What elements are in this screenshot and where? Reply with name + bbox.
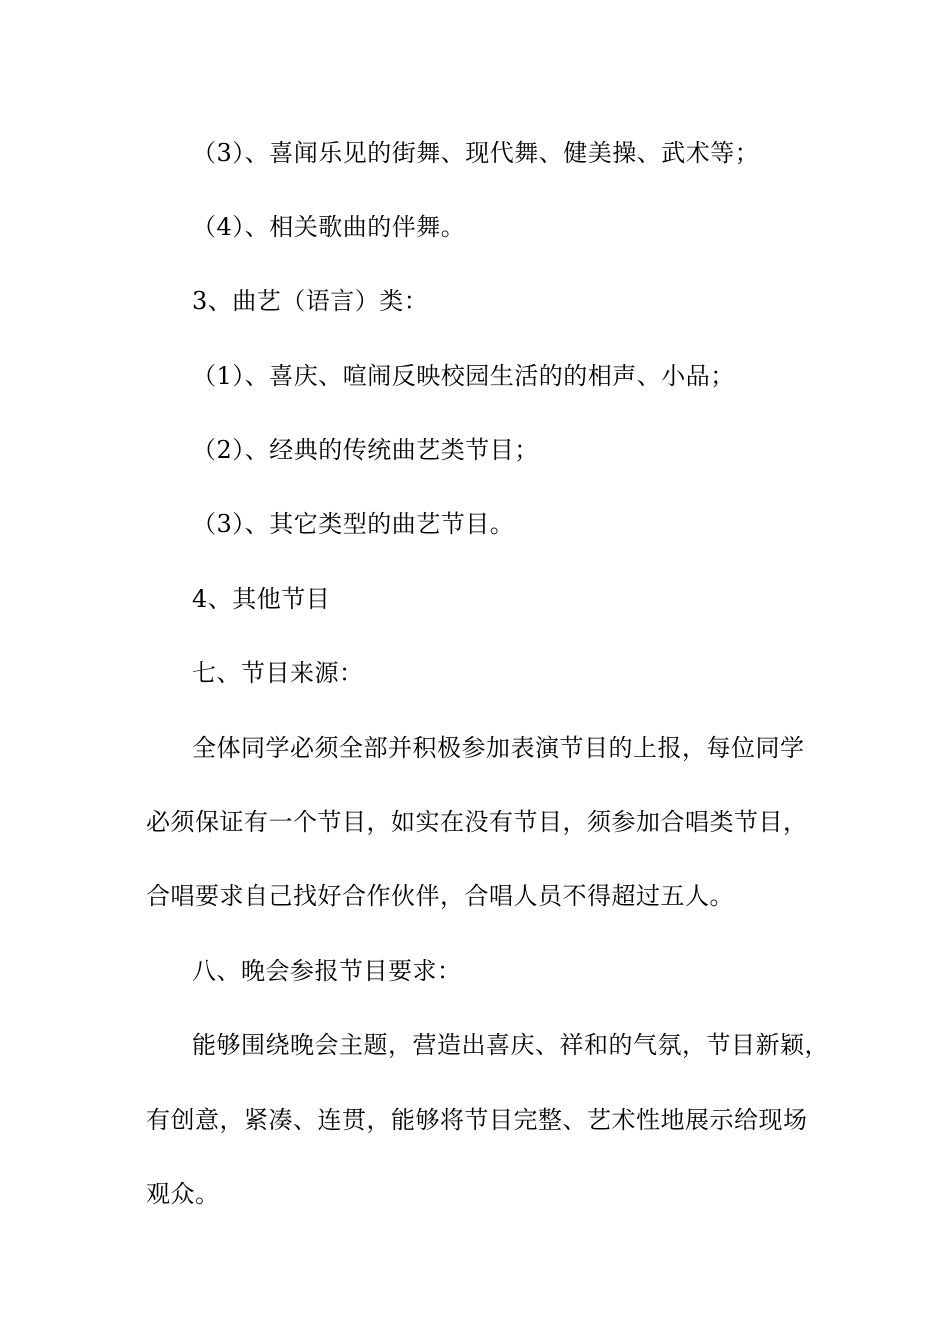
section-heading-quyi: 3、曲艺（语言）类：	[192, 287, 429, 315]
section-heading-other: 4、其他节目	[192, 585, 331, 613]
list-item-dance-4: （4）、相关歌曲的伴舞。	[192, 213, 466, 241]
paragraph-source-line-2: 必须保证有一个节目，如实在没有节目，须参加合唱类节目，	[146, 808, 808, 836]
paragraph-source-line-3: 合唱要求自己找好合作伙伴，合唱人员不得超过五人。	[146, 882, 734, 910]
list-item-quyi-1: （1）、喜庆、喧闹反映校园生活的的相声、小品；	[192, 362, 735, 390]
section-heading-source: 七、节目来源：	[192, 659, 364, 687]
list-item-quyi-2: （2）、经典的传统曲艺类节目；	[192, 436, 539, 464]
paragraph-requirements-line-1: 能够围绕晚会主题，营造出喜庆、祥和的气氛，节目新颖，	[192, 1031, 829, 1059]
list-item-quyi-3: （3）、其它类型的曲艺节目。	[192, 510, 515, 538]
list-item-dance-3: （3）、喜闻乐见的街舞、现代舞、健美操、武术等；	[192, 139, 760, 167]
section-heading-requirements: 八、晚会参报节目要求：	[192, 957, 462, 985]
paragraph-requirements-line-3: 观众。	[146, 1180, 220, 1208]
paragraph-source-line-1: 全体同学必须全部并积极参加表演节目的上报，每位同学	[192, 734, 805, 762]
paragraph-requirements-line-2: 有创意，紧凑、连贯，能够将节目完整、艺术性地展示给现场	[146, 1106, 808, 1134]
